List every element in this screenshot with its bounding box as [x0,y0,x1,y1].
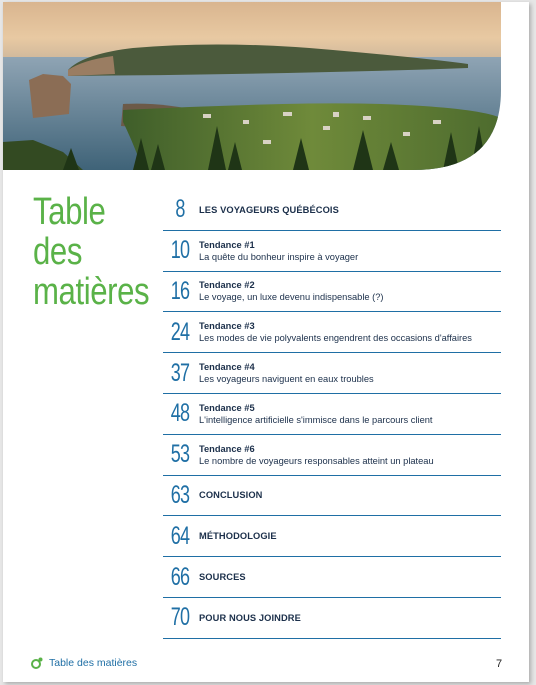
toc-entry-sources[interactable] [163,557,501,598]
toc-heading: Tendance #6 [199,443,255,454]
toc-entry-pour-nous-joindre[interactable] [163,598,501,639]
page-title-line: des [33,231,83,273]
toc-entry-voyageurs-quebecois[interactable] [163,190,501,231]
toc-page-number: 37 [170,358,190,387]
toc-heading: Tendance #2 [199,280,255,291]
toc-page-number: 53 [170,440,190,469]
toc-subtitle: Les voyageurs naviguent en eaux troubles [199,374,374,385]
toc-entry-tendance-3[interactable] [163,312,501,353]
toc-heading: Tendance #3 [199,321,255,332]
toc-entry-methodologie[interactable] [163,516,501,557]
toc-page-number: 16 [170,276,190,305]
toc-heading: CONCLUSION [199,490,263,501]
hero-photo-coastal-landscape [3,2,501,170]
toc-page-number: 24 [170,317,190,346]
toc-entry-tendance-5[interactable] [163,394,501,435]
page-title-line: matières [33,271,150,313]
toc-entry-conclusion[interactable] [163,476,501,517]
table-of-contents [163,190,501,639]
toc-subtitle: Le voyage, un luxe devenu indispensable (?) [199,292,384,303]
page-title [33,192,163,312]
toc-page-number: 63 [170,480,190,509]
home-link-icon [31,657,43,669]
toc-page-number: 70 [170,603,190,632]
toc-entry-tendance-6[interactable] [163,435,501,476]
toc-subtitle: Le nombre de voyageurs responsables atteint un plateau [199,455,434,466]
toc-entry-tendance-4[interactable] [163,353,501,394]
toc-heading: SOURCES [199,572,246,583]
toc-heading: MÉTHODOLOGIE [199,531,277,542]
toc-heading: Tendance #4 [199,362,255,373]
toc-page-number: 8 [175,195,185,224]
document-page [3,2,529,682]
toc-entry-tendance-1[interactable] [163,231,501,272]
toc-heading: Tendance #5 [199,402,255,413]
toc-subtitle: La quête du bonheur inspire à voyager [199,251,359,262]
page-title-line: Table [33,191,106,233]
toc-subtitle: Les modes de vie polyvalents engendrent des occasions d'affaires [199,333,472,344]
toc-subtitle: L'intelligence artificielle s'immisce dans le parcours client [199,414,433,425]
toc-entry-tendance-2[interactable] [163,272,501,313]
toc-heading: Tendance #1 [199,239,255,250]
toc-page-number: 66 [170,562,190,591]
toc-heading: POUR NOUS JOINDRE [199,612,301,623]
page-number: 7 [496,658,503,670]
toc-heading: LES VOYAGEURS QUÉBÉCOIS [199,204,339,215]
toc-page-number: 64 [170,521,190,550]
toc-page-number: 10 [170,236,190,265]
toc-page-number: 48 [170,399,190,428]
footer-toc-link[interactable] [31,657,137,669]
footer-toc-label[interactable]: Table des matières [49,657,138,669]
